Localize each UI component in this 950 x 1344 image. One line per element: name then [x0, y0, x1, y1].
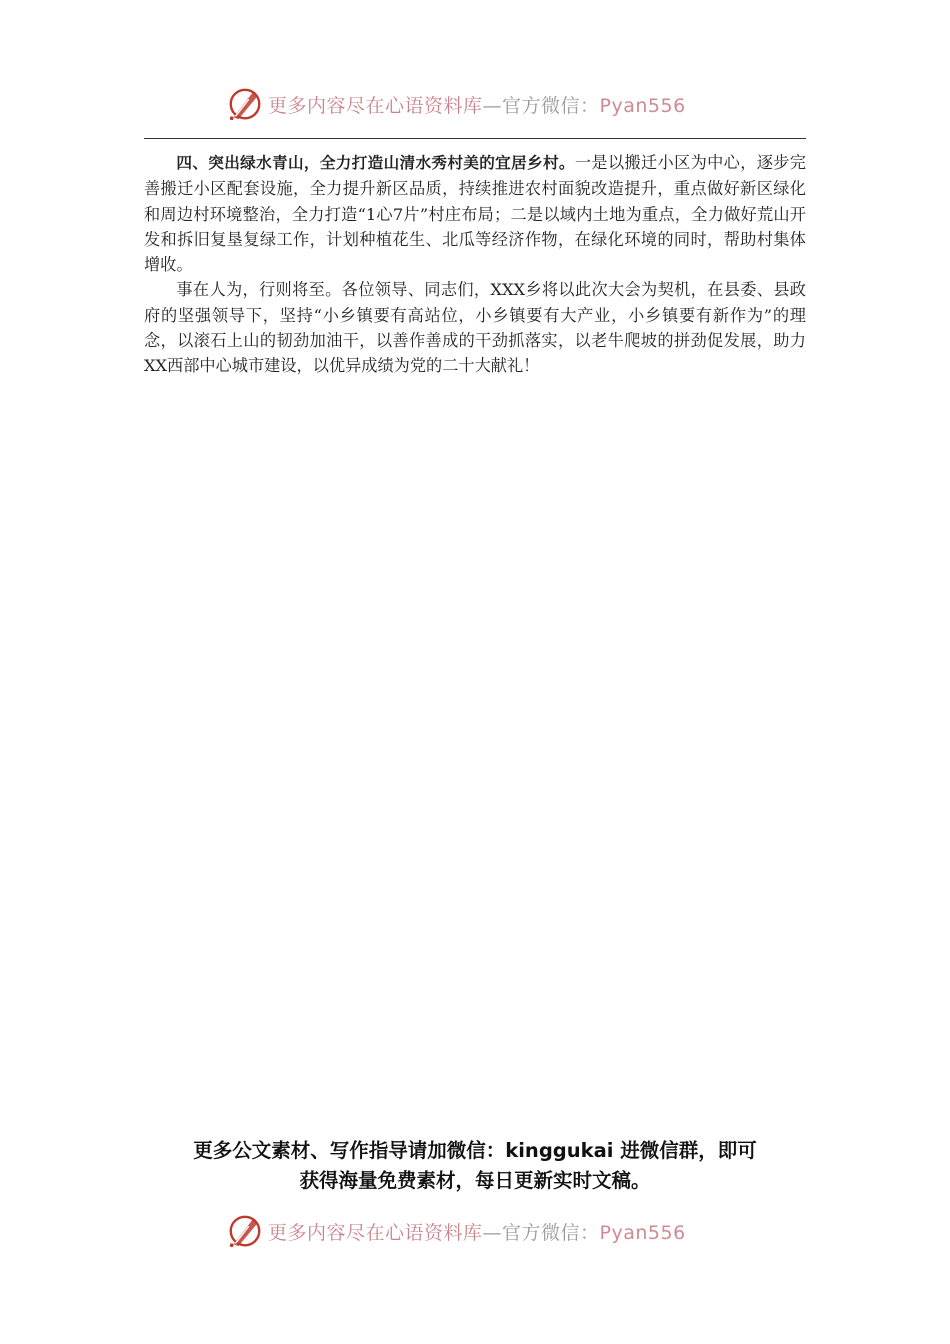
paragraph-closing — [144, 277, 806, 378]
footer-wechat-label: 官方微信： — [502, 1221, 600, 1244]
promo-notice — [120, 1136, 830, 1196]
header-divider — [144, 138, 806, 139]
footer-brand — [226, 1211, 686, 1251]
promo-line-1: 更多公文素材、写作指导请加微信：kinggukai 进微信群，即可 — [193, 1139, 757, 1162]
pen-nib-circle-icon — [226, 85, 264, 123]
footer-brand-name: 更多内容尽在心语资料库 — [268, 1221, 483, 1244]
promo-line-2: 获得海量免费素材，每日更新实时文稿。 — [299, 1169, 651, 1192]
footer-wechat-id: Pyan556 — [599, 1221, 686, 1244]
header-wechat-label: 官方微信： — [502, 94, 600, 117]
header-brand-text — [268, 91, 686, 118]
pen-nib-circle-icon — [226, 1212, 264, 1250]
header-wechat-id: Pyan556 — [599, 94, 686, 117]
footer-dash: — — [482, 1221, 503, 1244]
document-body — [144, 150, 806, 379]
paragraph-text: 事在人为，行则将至。各位领导、同志们，XXX乡将以此次大会为契机，在县委、县政府的坚强领导下，坚持“小乡镇要有高站位，小乡镇要有大产业，小乡镇要有新作为”的理念，以滚石上山的韧劲加油干，以善作善成的干劲抓落实，以老牛爬坡的拼劲促发展，助力XX西部中心城市建设，以优异成绩为党的二十大献礼！ — [144, 280, 806, 376]
paragraph-section-four — [144, 150, 806, 277]
header-dash: — — [482, 94, 503, 117]
paragraph-text: 一是以搬迁小区为中心，逐步完善搬迁小区配套设施，全力提升新区品质，持续推进农村面貌改造提升，重点做好新区绿化和周边村环境整治，全力打造“1心7片”村庄布局；二是以域内土地为重点，全力做好荒山开发和拆旧复垦复绿工作，计划种植花生、北瓜等经济作物，在绿化环境的同时，帮助村集体增收。 — [144, 153, 806, 275]
footer-brand-text — [268, 1218, 686, 1245]
header-brand — [226, 84, 686, 124]
section-heading: 四、突出绿水青山，全力打造山清水秀村美的宜居乡村。 — [176, 154, 575, 172]
header-brand-name: 更多内容尽在心语资料库 — [268, 94, 483, 117]
